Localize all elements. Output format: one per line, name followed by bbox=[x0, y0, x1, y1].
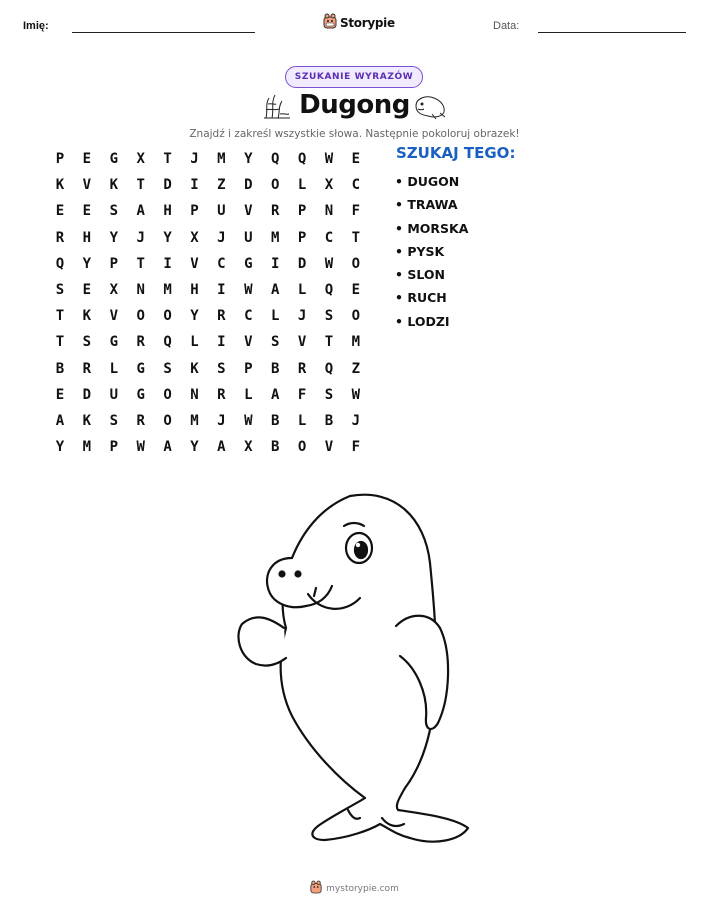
word-item: • DUGON bbox=[395, 174, 460, 189]
grid-cell: E bbox=[55, 386, 65, 403]
grid-cell: O bbox=[351, 255, 361, 272]
grid-cell: B bbox=[270, 439, 280, 456]
grid-cell: Y bbox=[163, 229, 172, 246]
name-label: Imię: bbox=[23, 20, 49, 32]
grid-cell: M bbox=[351, 334, 361, 351]
grid-cell: Q bbox=[270, 151, 280, 167]
grid-cell: H bbox=[190, 282, 199, 298]
grid-cell: J bbox=[297, 308, 307, 325]
grid-cell: S bbox=[324, 386, 334, 403]
grid-cell: K bbox=[82, 308, 92, 325]
grid-cell: A bbox=[270, 386, 280, 403]
grid-cell: J bbox=[136, 229, 145, 246]
grid-cell: L bbox=[297, 177, 307, 194]
grid-cell: Y bbox=[55, 439, 65, 456]
grid-cell: F bbox=[351, 439, 361, 456]
grid-cell: I bbox=[163, 255, 172, 272]
grid-cell: W bbox=[244, 413, 253, 429]
grid-cell: X bbox=[190, 229, 199, 246]
grid-cell: B bbox=[270, 413, 280, 429]
grid-cell: X bbox=[136, 151, 145, 167]
grid-cell: M bbox=[217, 151, 226, 167]
grid-cell: K bbox=[190, 360, 199, 377]
grid-cell: A bbox=[163, 439, 172, 456]
grid-cell: N bbox=[324, 203, 334, 220]
grid-cell: L bbox=[244, 386, 253, 403]
grid-cell: T bbox=[163, 151, 172, 167]
grid-cell: J bbox=[351, 413, 361, 429]
grid-cell: V bbox=[244, 334, 253, 351]
grid-cell: I bbox=[190, 177, 199, 194]
grid-cell: E bbox=[82, 282, 92, 298]
footer bbox=[0, 879, 709, 898]
grid-cell: B bbox=[270, 360, 280, 377]
grid-cell: O bbox=[163, 413, 172, 429]
activity-badge: SZUKANIE WYRAZÓW bbox=[285, 66, 423, 88]
grid-cell: W bbox=[324, 151, 334, 167]
grid-cell: A bbox=[270, 282, 280, 298]
grid-cell: T bbox=[136, 255, 145, 272]
dugong-coloring-illustration bbox=[220, 488, 490, 857]
grid-cell: Y bbox=[82, 255, 92, 272]
grid-cell: G bbox=[244, 255, 253, 272]
grid-cell: P bbox=[297, 229, 307, 246]
page-title: Dugong bbox=[299, 90, 410, 120]
grid-cell: Q bbox=[163, 334, 172, 351]
grid-cell: S bbox=[270, 334, 280, 351]
grid-cell: Z bbox=[351, 360, 361, 377]
storypie-logo-icon bbox=[323, 13, 337, 33]
grid-cell: I bbox=[217, 334, 226, 351]
grid-cell: S bbox=[324, 308, 334, 325]
grid-cell: U bbox=[217, 203, 226, 220]
grid-cell: F bbox=[297, 386, 307, 403]
grid-cell: Y bbox=[190, 439, 199, 456]
grid-cell: R bbox=[55, 229, 65, 246]
grid-cell: O bbox=[136, 308, 145, 325]
grid-cell: A bbox=[55, 413, 65, 429]
grid-cell: U bbox=[109, 386, 119, 403]
grid-cell: X bbox=[109, 282, 119, 298]
grid-cell: B bbox=[324, 413, 334, 429]
grid-cell: L bbox=[109, 360, 119, 377]
grid-cell: U bbox=[244, 229, 253, 246]
grid-cell: G bbox=[136, 386, 145, 403]
grid-cell: R bbox=[297, 360, 307, 377]
grid-cell: D bbox=[82, 386, 92, 403]
grid-cell: S bbox=[55, 282, 65, 298]
grid-cell: D bbox=[244, 177, 253, 194]
grid-cell: K bbox=[55, 177, 65, 194]
word-item: • PYSK bbox=[395, 243, 445, 259]
grid-cell: S bbox=[82, 334, 92, 351]
grid-cell: V bbox=[324, 439, 334, 456]
dugong-small-icon bbox=[412, 92, 448, 124]
grid-cell: V bbox=[297, 334, 307, 351]
grid-cell: V bbox=[244, 203, 253, 220]
date-line bbox=[538, 32, 686, 33]
grid-cell: W bbox=[351, 386, 361, 403]
storypie-logo-icon bbox=[310, 879, 322, 898]
grid-cell: N bbox=[190, 386, 199, 403]
grid-cell: V bbox=[82, 177, 92, 194]
grid-cell: C bbox=[324, 229, 334, 246]
name-line bbox=[72, 32, 255, 33]
grid-cell: I bbox=[217, 282, 226, 298]
grid-cell: K bbox=[109, 177, 119, 194]
grid-cell: E bbox=[351, 282, 361, 298]
grid-cell: E bbox=[351, 151, 361, 167]
grid-cell: E bbox=[82, 151, 92, 167]
footer-url: mystorypie.com bbox=[326, 883, 399, 894]
grid-cell: D bbox=[297, 255, 307, 272]
grid-cell: D bbox=[163, 177, 172, 194]
grid-cell: R bbox=[136, 413, 145, 429]
grid-cell: Q bbox=[297, 151, 307, 167]
brand-logo bbox=[323, 13, 395, 33]
grid-cell: N bbox=[136, 282, 145, 298]
grid-cell: Z bbox=[217, 177, 226, 194]
grid-cell: O bbox=[297, 439, 307, 456]
grid-cell: L bbox=[297, 282, 307, 298]
grid-cell: T bbox=[55, 334, 65, 351]
grid-cell: V bbox=[109, 308, 119, 325]
grid-cell: V bbox=[190, 255, 199, 272]
grid-cell: B bbox=[55, 360, 65, 377]
grid-cell: W bbox=[324, 255, 334, 272]
date-label: Data: bbox=[493, 20, 520, 32]
grid-cell: G bbox=[109, 151, 119, 167]
grid-cell: R bbox=[270, 203, 280, 220]
grid-cell: G bbox=[136, 360, 145, 377]
word-item: • MORSKA bbox=[395, 220, 469, 236]
grid-cell: T bbox=[136, 177, 145, 194]
grid-cell: I bbox=[270, 255, 280, 272]
grid-cell: P bbox=[190, 203, 199, 220]
word-item: • LODZI bbox=[395, 313, 450, 329]
word-list-title: SZUKAJ TEGO: bbox=[396, 144, 516, 162]
grid-cell: P bbox=[55, 151, 65, 167]
grid-cell: C bbox=[217, 255, 226, 272]
word-item: • SLON bbox=[395, 267, 445, 283]
instructions: Znajdź i zakreśl wszystkie słowa. Następnie pokoloruj obrazek! bbox=[189, 128, 520, 140]
grid-cell: R bbox=[136, 334, 145, 351]
word-list bbox=[395, 170, 468, 333]
grid-cell: O bbox=[163, 308, 172, 325]
grid-cell: R bbox=[217, 308, 226, 325]
grid-cell: M bbox=[163, 282, 172, 298]
grid-cell: A bbox=[217, 439, 226, 456]
word-item: • RUCH bbox=[395, 290, 447, 306]
grid-cell: M bbox=[82, 439, 92, 456]
brand-name: Storypie bbox=[340, 16, 395, 30]
grid-cell: O bbox=[163, 386, 172, 403]
grid-cell: W bbox=[136, 439, 145, 456]
grid-cell: M bbox=[190, 413, 199, 429]
grid-cell: H bbox=[163, 203, 172, 220]
grid-cell: Q bbox=[324, 282, 334, 298]
grid-cell: H bbox=[82, 229, 92, 246]
grid-cell: P bbox=[109, 439, 119, 456]
grid-cell: R bbox=[217, 386, 226, 403]
grid-cell: C bbox=[351, 177, 361, 194]
grid-cell: S bbox=[109, 413, 119, 429]
grid-cell: Y bbox=[109, 229, 119, 246]
grid-cell: P bbox=[244, 360, 253, 377]
grid-cell: P bbox=[297, 203, 307, 220]
grid-cell: S bbox=[217, 360, 226, 377]
grid-cell: T bbox=[351, 229, 361, 246]
grid-cell: Y bbox=[190, 308, 199, 325]
grid-cell: S bbox=[109, 203, 119, 220]
grid-cell: X bbox=[324, 177, 334, 194]
grid-cell: R bbox=[82, 360, 92, 377]
grid-cell: G bbox=[109, 334, 119, 351]
grid-cell: J bbox=[190, 151, 199, 167]
grid-cell: C bbox=[244, 308, 253, 325]
grid-cell: J bbox=[217, 413, 226, 429]
grid-cell: T bbox=[324, 334, 334, 351]
grid-cell: X bbox=[244, 439, 253, 456]
grid-cell: O bbox=[351, 308, 361, 325]
grid-cell: Y bbox=[244, 151, 253, 167]
grid-cell: L bbox=[270, 308, 280, 325]
grid-cell: L bbox=[190, 334, 199, 351]
grid-cell: M bbox=[270, 229, 280, 246]
grid-cell: S bbox=[163, 360, 172, 377]
grid-cell: P bbox=[109, 255, 119, 272]
grid-cell: W bbox=[244, 282, 253, 298]
word-item: • TRAWA bbox=[395, 197, 458, 213]
grid-cell: F bbox=[351, 203, 361, 220]
grid-cell: A bbox=[136, 203, 145, 220]
grid-cell: J bbox=[217, 229, 226, 246]
grid-cell: K bbox=[82, 413, 92, 429]
grid-cell: E bbox=[82, 203, 92, 220]
grid-cell: Q bbox=[324, 360, 334, 377]
grid-cell: E bbox=[55, 203, 65, 220]
grid-cell: T bbox=[55, 308, 65, 325]
grid-cell: L bbox=[297, 413, 307, 429]
grid-cell: O bbox=[270, 177, 280, 194]
grid-cell: Q bbox=[55, 255, 65, 272]
